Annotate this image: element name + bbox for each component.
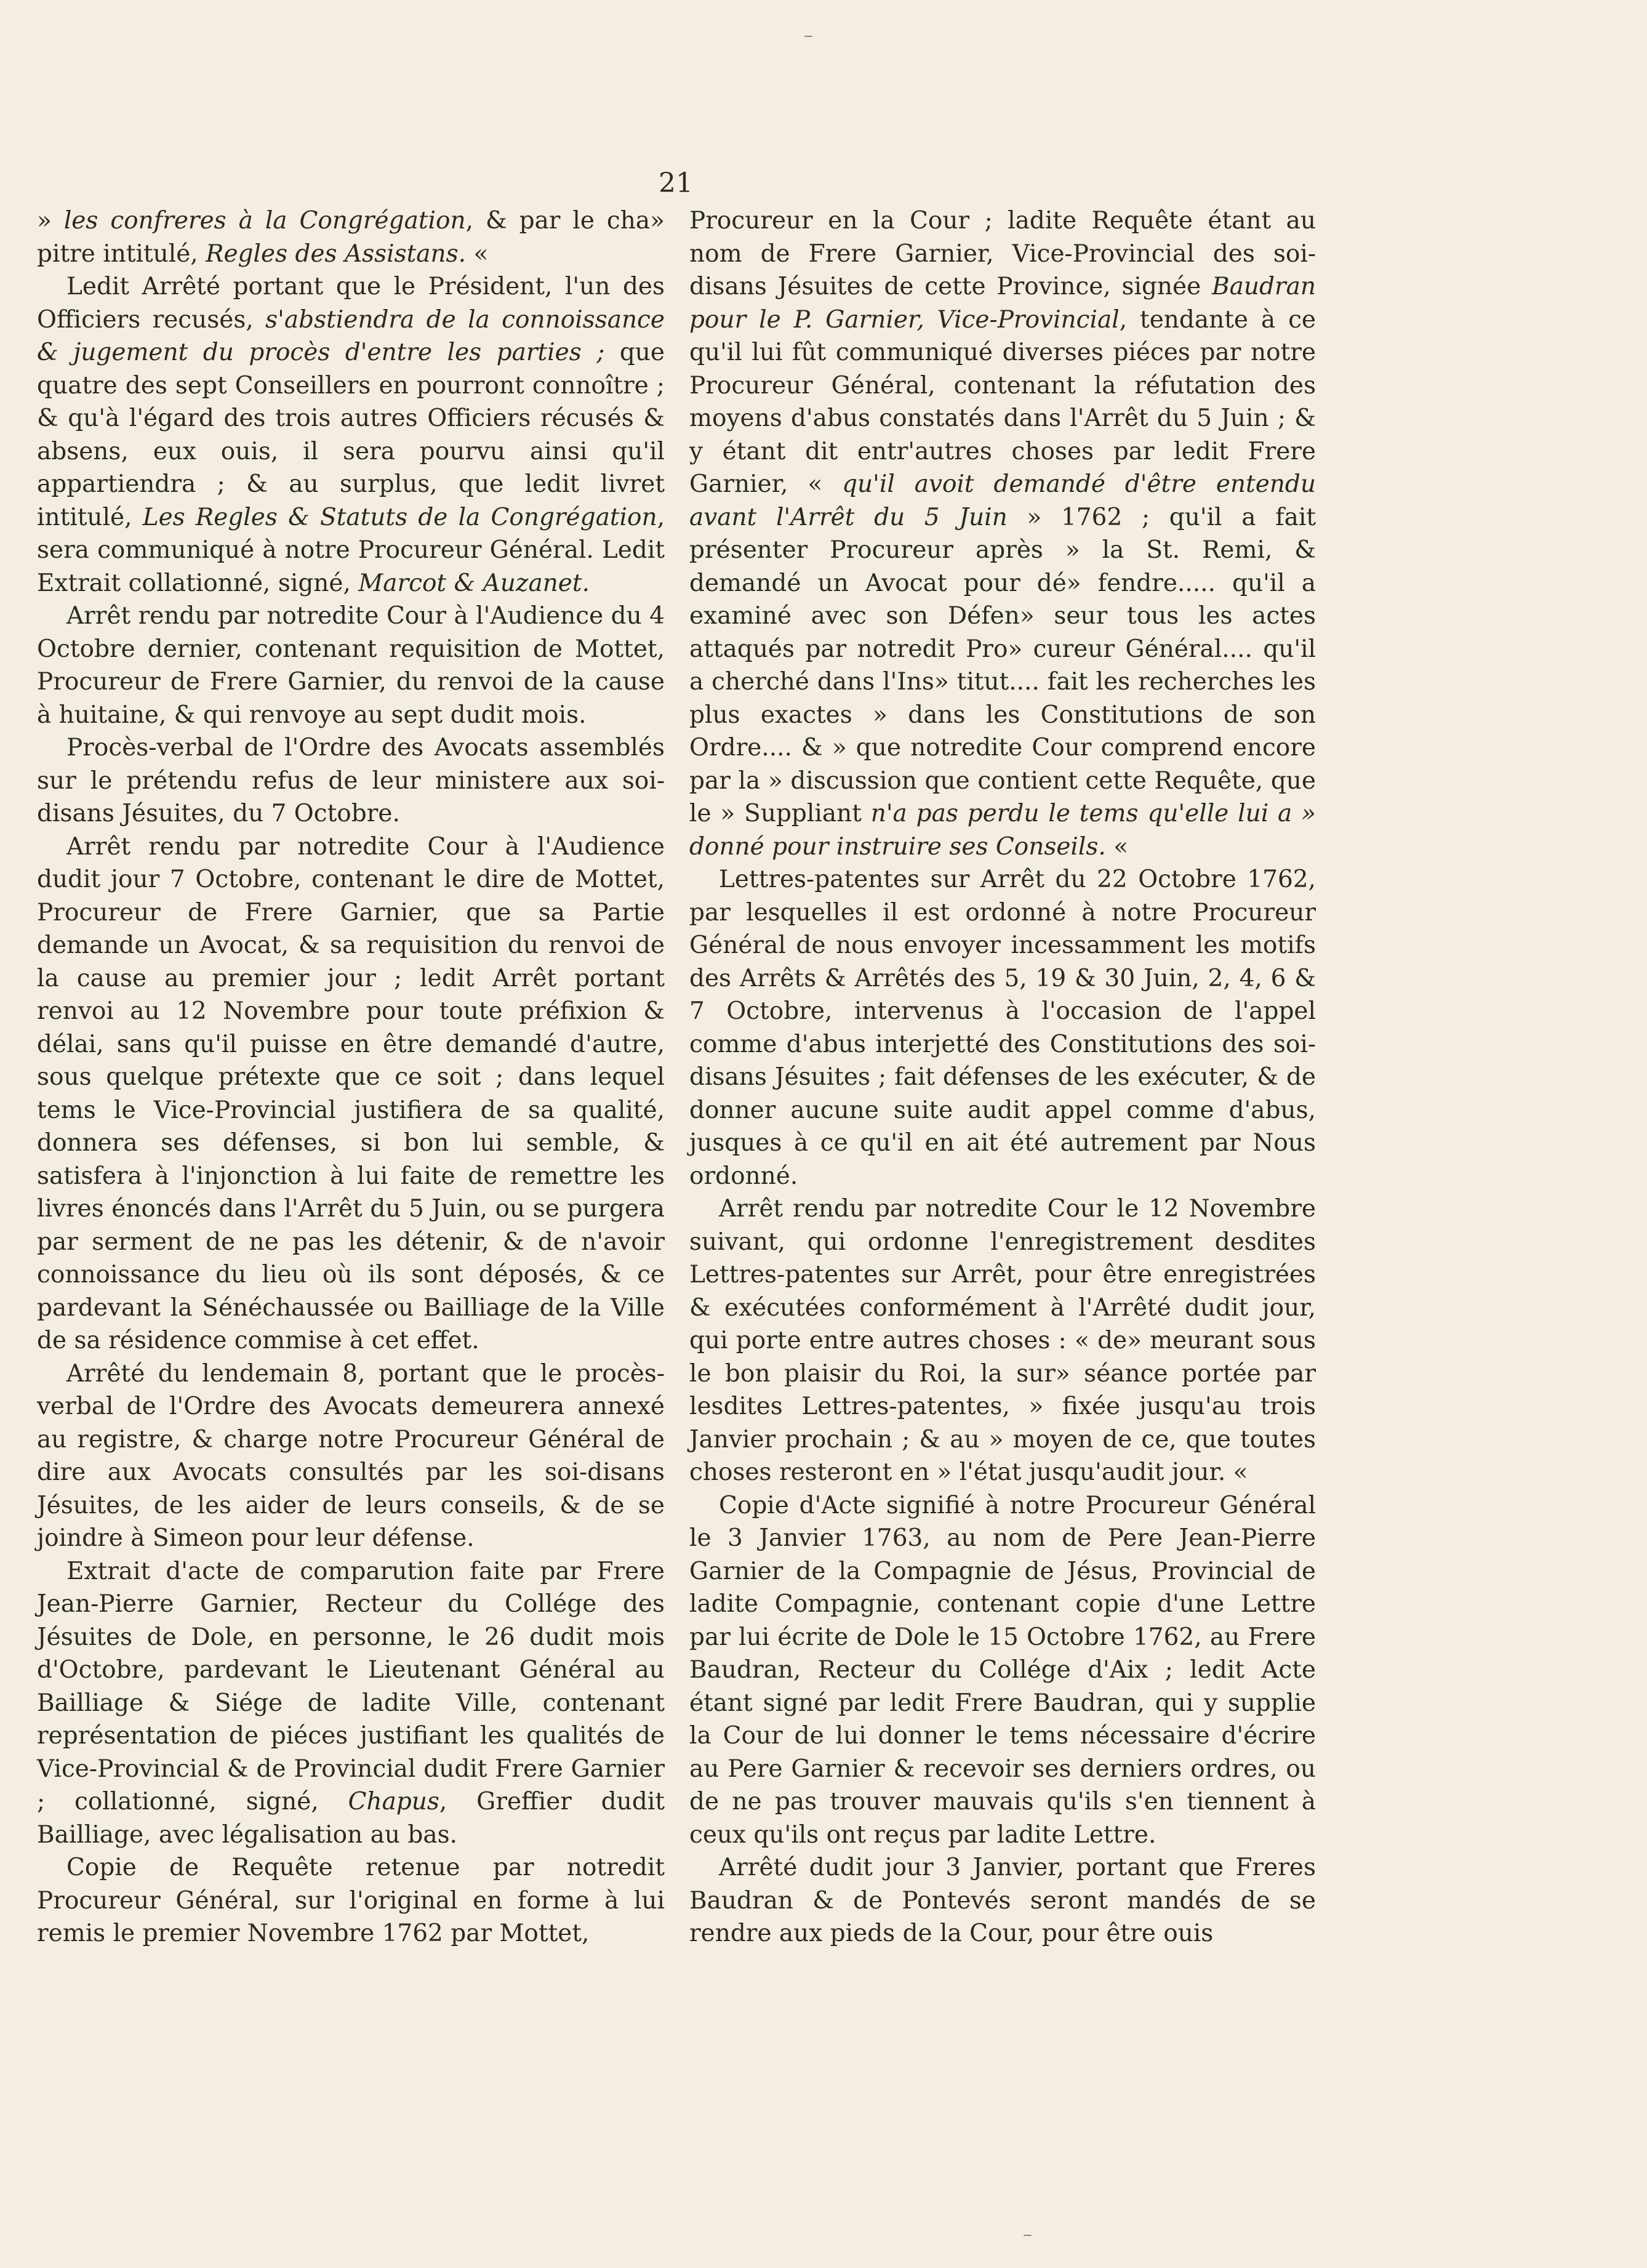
italic-text: Les Regles & Statuts de la Congrégation [142, 503, 657, 531]
text-run: « [466, 239, 489, 268]
paragraph [689, 204, 1316, 863]
page-number: 21 [659, 167, 693, 199]
text-run: Procureur en la Cour ; ladite Requête étant au nom de Frere Garnier, Vice-Provincial des soi-disans Jésuites de cette Province, signée [689, 207, 1316, 300]
text-run: , & par le cha» pitre intitulé, [37, 207, 665, 268]
text-run: » 1762 ; qu'il a fait présenter Procureur après » la St. Remi, & demandé un Avocat pour dé» fendre..... qu'il a examiné avec son Défen» seur tous les actes attaqués par notredit Pro» cureur Général.... qu'il a cherché dans l'Ins» titut.... fait les recherches les plus exactes » dans les Constitutions de son Ordre.... & » que notredite Cour comprend encore par la » discussion que contient cette Requête, que le » Suppliant [689, 503, 1316, 827]
paragraph [37, 830, 665, 1357]
text-run: » [37, 207, 64, 235]
text-run: Copie d'Acte signifié à notre Procureur Général le 3 Janvier 1763, au nom de Pere Jean-Pierre Garnier de la Compagnie de Jésus, Provincial de ladite Compagnie, contenant copie d'une Lettre par lui écrite de Dole le 15 Octobre 1762, au Frere Baudran, Recteur du Collége d'Aix ; ledit Acte étant signé par ledit Frere Baudran, qui y supplie la Cour de lui donner le tems nécessaire d'écrire au Pere Garnier & recevoir ses derniers ordres, ou de ne pas trouver mauvais qu'ils s'en tiennent à ceux qu'ils ont reçus par ladite Lettre. [689, 1491, 1316, 1849]
italic-text: Marcot & Auzanet. [358, 569, 590, 597]
paragraph [37, 600, 665, 731]
text-run: Arrêt rendu par notredite Cour à l'Audience du 4 Octobre dernier, contenant requisition de Mottet, Procureur de Frere Garnier, du renvoi de la cause à huitaine, & qui renvoye au sept dudit mois. [37, 602, 665, 729]
paragraph [689, 1192, 1316, 1489]
text-run: « [1105, 832, 1129, 861]
text-run: , Greffier dudit Bailliage, avec légalisation au bas. [37, 1788, 665, 1849]
text-run: Arrêt rendu par notredite Cour le 12 Novembre suivant, qui ordonne l'enregistrement desdites Lettres-patentes sur Arrêt, pour être enregistrées & exécutées conformément à l'Arrêté dudit jour, qui porte entre autres choses : « de» meurant sous le bon plaisir du Roi, la sur» séance portée par lesdites Lettres-patentes, » fixée jusqu'au trois Janvier prochain ; & au » moyen de ce, que toutes choses resteront en » l'état jusqu'audit jour. « [689, 1195, 1316, 1486]
text-run: Procès-verbal de l'Ordre des Avocats assemblés sur le prétendu refus de leur ministere aux soi-disans Jésuites, du 7 Octobre. [37, 734, 665, 827]
italic-text: Regles des Assistans. [206, 239, 467, 268]
text-run: Ledit Arrêté portant que le Président, l'un des Officiers recusés, [37, 273, 665, 334]
text-run: Extrait d'acte de comparution faite par Frere Jean-Pierre Garnier, Recteur du Collége des Jésuites de Dole, en personne, le 26 dudit mois d'Octobre, pardevant le Lieutenant Général au Bailliage & Siége de ladite Ville, contenant représentation de piéces justifiant les qualités de Vice-Provincial & de Provincial dudit Frere Garnier ; collationné, signé, [37, 1557, 665, 1816]
bottom-mark: – [1023, 2224, 1032, 2245]
right-column [689, 204, 1316, 1950]
paragraph [37, 204, 665, 270]
text-run: Lettres-patentes sur Arrêt du 22 Octobre 1762, par lesquelles il est ordonné à notre Procureur Général de nous envoyer incessamment les motifs des Arrêts & Arrêtés des 5, 19 & 30 Juin, 2, 4, 6 & 7 Octobre, intervenus à l'occasion de l'appel comme d'abus interjetté des Constitutions des soi-disans Jésuites ; fait défenses de les exécuter, & de donner aucune suite audit appel comme d'abus, jusques à ce qu'il en ait été autrement par Nous ordonné. [689, 866, 1316, 1190]
paragraph [37, 1357, 665, 1555]
paragraph [37, 1555, 665, 1852]
paragraph [37, 270, 665, 600]
italic-text: Chapus [348, 1788, 439, 1816]
italic-text: n'a pas perdu le tems qu'elle lui a » donné pour instruire ses Conseils. [689, 800, 1316, 861]
paragraph [689, 1851, 1316, 1950]
paragraph [689, 1489, 1316, 1852]
paragraph [37, 731, 665, 830]
text-run: , sera communiqué à notre Procureur Général. Ledit Extrait collationné, signé, [37, 503, 665, 597]
left-column [37, 204, 665, 1950]
text-run: Arrêt rendu par notredite Cour à l'Audience dudit jour 7 Octobre, contenant le dire de Mottet, Procureur de Frere Garnier, que sa Partie demande un Avocat, & sa requisition du renvoi de la cause au premier jour ; ledit Arrêt portant renvoi au 12 Novembre pour toute préfixion & délai, sans qu'il puisse en être demandé d'autre, sous quelque prétexte que ce soit ; dans lequel tems le Vice-Provincial justifiera de sa qualité, donnera ses défenses, si bon lui semble, & satisfera à l'injonction à lui faite de remettre les livres énoncés dans l'Arrêt du 5 Juin, ou se purgera par serment de ne pas les détenir, & de n'avoir connoissance du lieu où ils sont déposés, & ce pardevant la Sénéchaussée ou Bailliage de la Ville de sa résidence commise à cet effet. [37, 832, 665, 1354]
italic-text: s'abstiendra de la connoissance & jugement du procès d'entre les parties ; [37, 305, 665, 366]
text-run: Arrêté du lendemain 8, portant que le procès-verbal de l'Ordre des Avocats demeurera annexé au registre, & charge notre Procureur Général de dire aux Avocats consultés par les soi-disans Jésuites, de les aider de leurs conseils, & de se joindre à Simeon pour leur défense. [37, 1359, 665, 1552]
top-mark: – [804, 25, 813, 46]
italic-text: qu'il avoit demandé d'être entendu avant l'Arrêt du 5 Juin [689, 470, 1316, 531]
paragraph [689, 863, 1316, 1192]
text-run: , tendante à ce qu'il lui fût communiqué diverses piéces par notre Procureur Général, contenant la réfutation des moyens d'abus constatés dans l'Arrêt du 5 Juin ; & y étant dit entr'autres choses par ledit Frere Garnier, « [689, 305, 1316, 498]
text-run: Arrêté dudit jour 3 Janvier, portant que Freres Baudran & de Pontevés seront mandés de se rendre aux pieds de la Cour, pour être ouis [689, 1854, 1316, 1947]
italic-text: Baudran pour le P. Garnier, Vice-Provincial [689, 273, 1316, 334]
text-run: que quatre des sept Conseillers en pourront connoître ; & qu'à l'égard des trois autres Officiers récusés & absens, eux ouis, il sera pourvu ainsi qu'il appartiendra ; & au surplus, que ledit livret intitulé, [37, 339, 665, 531]
italic-text: les confreres à la Congrégation [63, 207, 466, 235]
paragraph [37, 1851, 665, 1950]
text-run: Copie de Requête retenue par notredit Procureur Général, sur l'original en forme à lui remis le premier Novembre 1762 par Mottet, [37, 1854, 665, 1947]
